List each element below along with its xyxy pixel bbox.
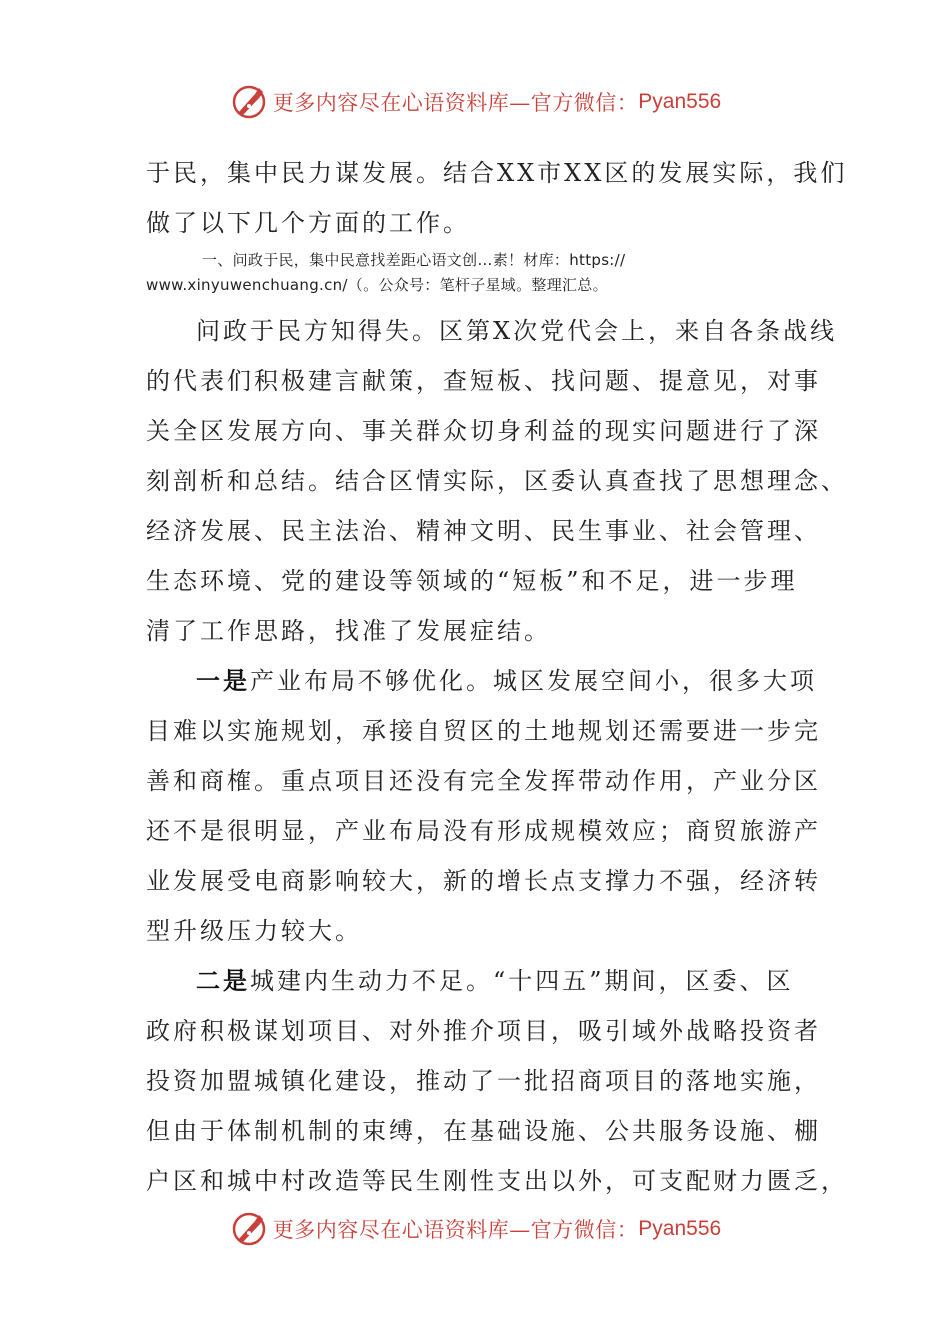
- text-span: 产业布局不够优化。城区发展空间小，很多大项: [250, 667, 817, 695]
- text-line: 问政于民方知得失。区第X次党代会上，来自各条战线: [196, 317, 838, 345]
- text-line: 经济发展、民主法治、精神文明、民生事业、社会管理、: [146, 517, 821, 545]
- text-line: [146, 956, 806, 1006]
- banner-wechat-id: Pyan556: [638, 90, 722, 113]
- text-line: 目难以实施规划，承接自贸区的土地规划还需要进一步完: [146, 717, 821, 745]
- text-line: 户区和城中村改造等民生刚性支出以外，可支配财力匮乏，: [146, 1167, 848, 1195]
- text-line: 但由于体制机制的束缚，在基础设施、公共服务设施、棚: [146, 1117, 821, 1145]
- section-heading-line: 一、问政于民，集中民意找差距心语文创…素！材库：https://: [202, 251, 626, 269]
- text-line: 清了工作思路，找准了发展症结。: [146, 617, 551, 645]
- text-line: 的代表们积极建言献策，查短板、找问题、提意见，对事: [146, 367, 821, 395]
- text-line: 做了以下几个方面的工作。: [146, 209, 470, 237]
- section-heading-line: www.xinyuwenchuang.cn/（。公众号：笔杆子星域。整理汇总。: [146, 276, 608, 294]
- point-label: 二是: [196, 966, 250, 995]
- point-label: 一是: [196, 666, 250, 695]
- banner-text: 更多内容尽在心语资料库—官方微信：: [272, 91, 639, 115]
- text-line: 关全区发展方向、事关群众切身利益的现实问题进行了深: [146, 417, 821, 445]
- text-line: 业发展受电商影响较大，新的增长点支撑力不强，经济转: [146, 867, 821, 895]
- text-line: 生态环境、党的建设等领域的“短板”和不足，进一步理: [146, 567, 798, 595]
- text-line: 投资加盟城镇化建设，推动了一批招商项目的落地实施，: [146, 1067, 821, 1095]
- banner-wechat-id: Pyan556: [638, 1217, 722, 1240]
- header-banner: [0, 80, 950, 124]
- document-body: [146, 148, 848, 1206]
- text-line: [146, 656, 817, 706]
- text-span: 城建内生动力不足。“十四五”期间，区委、区: [250, 967, 794, 995]
- text-line: 善和商榷。重点项目还没有完全发挥带动作用，产业分区: [146, 767, 821, 795]
- pen-nib-logo-icon: [229, 1209, 269, 1249]
- text-line: 还不是很明显，产业布局没有形成规模效应；商贸旅游产: [146, 817, 821, 845]
- text-line: 政府积极谋划项目、对外推介项目，吸引域外战略投资者: [146, 1017, 821, 1045]
- pen-nib-logo-icon: [229, 82, 269, 122]
- banner-text: 更多内容尽在心语资料库—官方微信：: [272, 1218, 639, 1242]
- text-line: 于民，集中民力谋发展。结合XX市XX区的发展实际，我们: [146, 159, 848, 187]
- footer-banner: [0, 1207, 950, 1251]
- text-line: 型升级压力较大。: [146, 917, 362, 945]
- text-line: 刻剖析和总结。结合区情实际，区委认真查找了思想理念、: [146, 467, 848, 495]
